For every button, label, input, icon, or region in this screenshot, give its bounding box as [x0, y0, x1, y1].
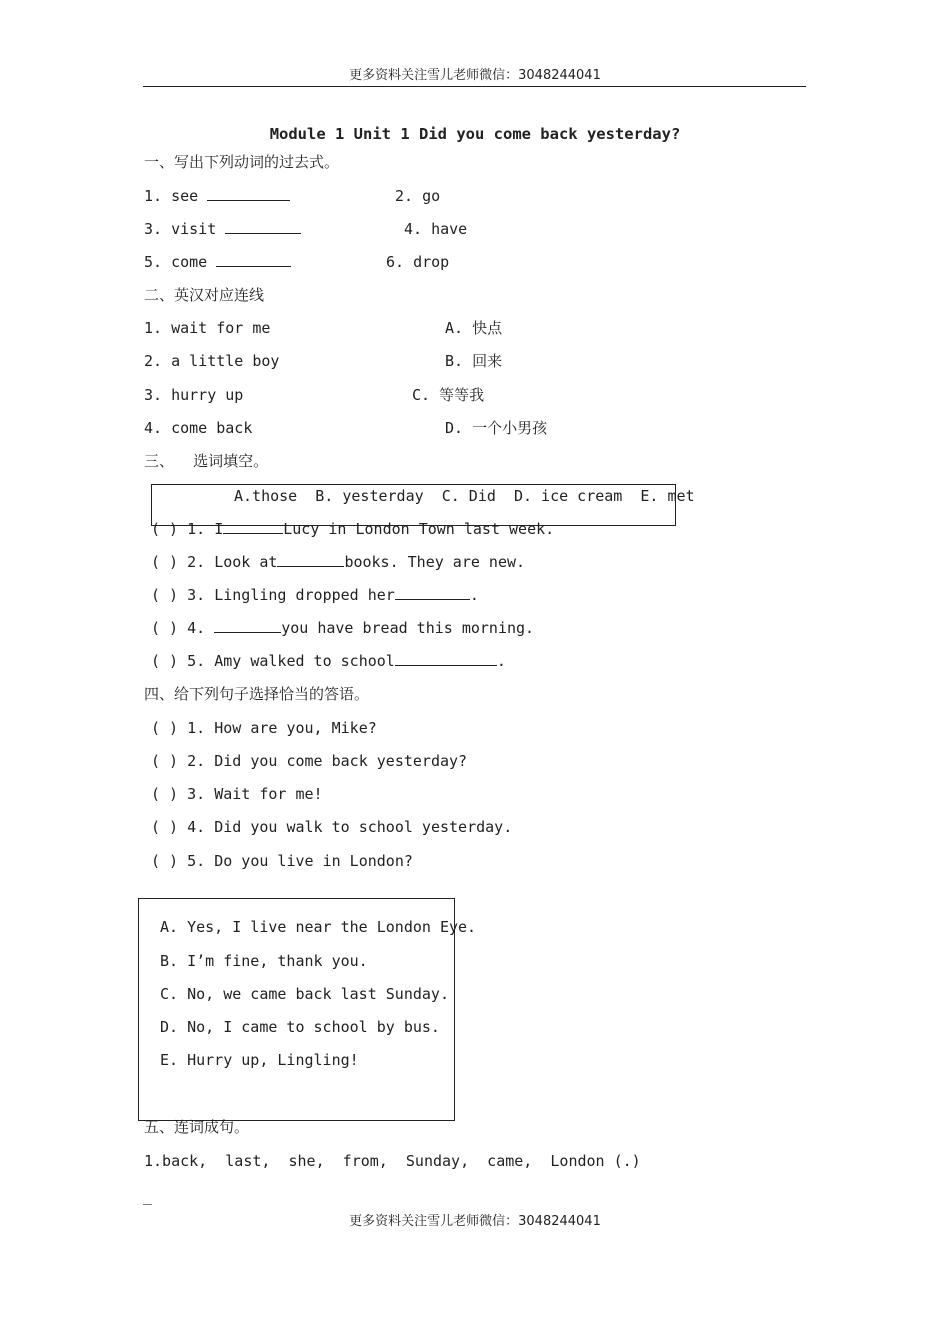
answer-blank[interactable]	[277, 552, 344, 567]
section3-heading: 三、 选词填空。	[144, 452, 269, 470]
reorder-answer-line: _	[143, 1187, 153, 1205]
match-left-4: 4. come back	[144, 419, 253, 437]
answer-option-b: B. I’m fine, thank you.	[160, 952, 368, 970]
section1-heading: 一、写出下列动词的过去式。	[144, 153, 340, 171]
footer-note: 更多资料关注雪儿老师微信：3048244041	[349, 1214, 601, 1229]
answer-option-c: C. No, we came back last Sunday.	[160, 985, 449, 1003]
response-question-4: ( ) 4. Did you walk to school yesterday.	[151, 818, 513, 836]
answer-option-d: D. No, I came to school by bus.	[160, 1018, 440, 1036]
fill-item-1: ( ) 1. I Lucy in London Town last week.	[151, 520, 555, 538]
answer-blank[interactable]	[395, 585, 470, 600]
fill-item-3: ( ) 3. Lingling dropped her .	[151, 586, 479, 604]
answer-option-a: A. Yes, I live near the London Eye.	[160, 918, 477, 936]
verb-item-1: 1. see	[144, 186, 290, 206]
reorder-item-1: 1.back, last, she, from, Sunday, came, London (.)	[144, 1152, 641, 1170]
verb-item-2: 2. go	[395, 187, 441, 205]
match-left-2: 2. a little boy	[144, 352, 280, 370]
response-question-2: ( ) 2. Did you come back yesterday?	[151, 752, 468, 770]
section2-heading: 二、英汉对应连线	[144, 286, 265, 304]
header-divider	[143, 86, 806, 87]
match-right-b: B. 回来	[445, 352, 503, 370]
response-question-3: ( ) 3. Wait for me!	[151, 785, 323, 803]
answer-blank[interactable]	[225, 219, 301, 234]
match-right-a: A. 快点	[445, 319, 503, 337]
match-right-d: D. 一个小男孩	[445, 419, 548, 437]
answer-option-e: E. Hurry up, Lingling!	[160, 1051, 359, 1069]
header-note: 更多资料关注雪儿老师微信：3048244041	[349, 68, 601, 83]
answer-blank[interactable]	[395, 651, 497, 666]
word-bank-options: A.those B. yesterday C. Did D. ice cream E. met	[234, 487, 695, 505]
verb-item-3: 3. visit	[144, 219, 301, 239]
verb-item-5: 5. come	[144, 252, 291, 272]
section4-heading: 四、给下列句子选择恰当的答语。	[144, 685, 370, 703]
fill-item-2: ( ) 2. Look at books. They are new.	[151, 553, 526, 571]
fill-item-5: ( ) 5. Amy walked to school .	[151, 652, 506, 670]
response-question-1: ( ) 1. How are you, Mike?	[151, 719, 377, 737]
response-question-5: ( ) 5. Do you live in London?	[151, 852, 413, 870]
answer-blank[interactable]	[214, 618, 281, 633]
answer-blank[interactable]	[207, 186, 290, 201]
page-title: Module 1 Unit 1 Did you come back yesterday?	[269, 125, 681, 143]
match-left-1: 1. wait for me	[144, 319, 271, 337]
match-left-3: 3. hurry up	[144, 386, 244, 404]
answer-blank[interactable]	[216, 252, 291, 267]
match-right-c: C. 等等我	[412, 386, 485, 404]
verb-item-6: 6. drop	[386, 253, 450, 271]
verb-item-4: 4. have	[404, 220, 468, 238]
fill-item-4: ( ) 4. you have bread this morning.	[151, 619, 535, 637]
section5-heading: 五、连词成句。	[144, 1118, 250, 1136]
answer-blank[interactable]	[223, 519, 283, 534]
